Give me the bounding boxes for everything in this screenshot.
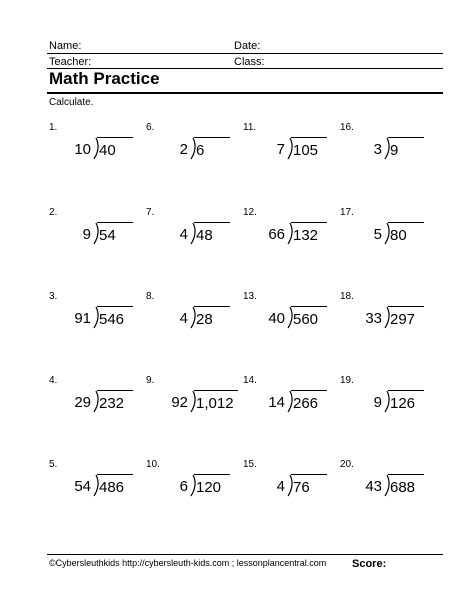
score-label: Score: bbox=[352, 558, 387, 570]
problem-number: 2. bbox=[49, 207, 58, 218]
class-label: Class: bbox=[234, 56, 265, 68]
date-label: Date: bbox=[234, 40, 261, 52]
problem-15 bbox=[241, 459, 331, 519]
problem-8 bbox=[144, 291, 234, 351]
divisor: 43 bbox=[365, 478, 382, 495]
divisor: 33 bbox=[365, 310, 382, 327]
problem-number: 6. bbox=[146, 122, 155, 133]
problem-2 bbox=[47, 207, 137, 267]
dividend: 6 bbox=[194, 137, 230, 159]
problem-number: 12. bbox=[243, 207, 257, 218]
divisor: 29 bbox=[74, 394, 91, 411]
divisor: 9 bbox=[82, 226, 91, 243]
teacher-label: Teacher: bbox=[49, 56, 92, 68]
problem-9 bbox=[144, 375, 234, 435]
dividend: 132 bbox=[291, 222, 327, 244]
dividend: 120 bbox=[194, 474, 230, 496]
problem-number: 1. bbox=[49, 122, 58, 133]
page-title: Math Practice bbox=[49, 69, 160, 88]
dividend: 54 bbox=[97, 222, 133, 244]
problem-19 bbox=[338, 375, 428, 435]
problem-14 bbox=[241, 375, 331, 435]
instructions: Calculate. bbox=[49, 97, 94, 108]
divisor: 4 bbox=[276, 478, 285, 495]
divisor: 9 bbox=[373, 394, 382, 411]
name-date-line bbox=[47, 53, 443, 54]
problem-1 bbox=[47, 122, 137, 182]
divisor: 66 bbox=[268, 226, 285, 243]
divisor: 14 bbox=[268, 394, 285, 411]
problem-10 bbox=[144, 459, 234, 519]
problem-16 bbox=[338, 122, 428, 182]
dividend: 1,012 bbox=[194, 390, 238, 412]
dividend: 546 bbox=[97, 306, 133, 328]
problem-number: 5. bbox=[49, 459, 58, 470]
dividend: 76 bbox=[291, 474, 327, 496]
problem-18 bbox=[338, 291, 428, 351]
problem-number: 19. bbox=[340, 375, 354, 386]
dividend: 40 bbox=[97, 137, 133, 159]
problem-number: 8. bbox=[146, 291, 155, 302]
divisor: 7 bbox=[276, 141, 285, 158]
footer-credit: ©Cybersleuthkids http://cybersleuth-kids.com ; lessonplancentral.com bbox=[49, 558, 327, 568]
divisor: 4 bbox=[179, 226, 188, 243]
dividend: 266 bbox=[291, 390, 327, 412]
problem-number: 18. bbox=[340, 291, 354, 302]
problem-3 bbox=[47, 291, 137, 351]
problem-number: 16. bbox=[340, 122, 354, 133]
divisor: 5 bbox=[373, 226, 382, 243]
problem-7 bbox=[144, 207, 234, 267]
divisor: 3 bbox=[373, 141, 382, 158]
dividend: 105 bbox=[291, 137, 327, 159]
dividend: 560 bbox=[291, 306, 327, 328]
problem-number: 3. bbox=[49, 291, 58, 302]
divisor: 4 bbox=[179, 310, 188, 327]
problem-4 bbox=[47, 375, 137, 435]
dividend: 486 bbox=[97, 474, 133, 496]
divisor: 54 bbox=[74, 478, 91, 495]
title-underline bbox=[47, 92, 443, 94]
problem-number: 4. bbox=[49, 375, 58, 386]
problem-number: 9. bbox=[146, 375, 155, 386]
problem-number: 20. bbox=[340, 459, 354, 470]
divisor: 92 bbox=[171, 394, 188, 411]
problem-12 bbox=[241, 207, 331, 267]
dividend: 28 bbox=[194, 306, 230, 328]
problem-17 bbox=[338, 207, 428, 267]
footer-line bbox=[47, 554, 443, 555]
problem-13 bbox=[241, 291, 331, 351]
problem-20 bbox=[338, 459, 428, 519]
dividend: 9 bbox=[388, 137, 424, 159]
divisor: 40 bbox=[268, 310, 285, 327]
problem-number: 7. bbox=[146, 207, 155, 218]
divisor: 2 bbox=[179, 141, 188, 158]
dividend: 126 bbox=[388, 390, 424, 412]
problem-number: 17. bbox=[340, 207, 354, 218]
problem-number: 15. bbox=[243, 459, 257, 470]
divisor: 91 bbox=[74, 310, 91, 327]
problem-number: 11. bbox=[243, 122, 257, 133]
problem-11 bbox=[241, 122, 331, 182]
dividend: 232 bbox=[97, 390, 133, 412]
problem-number: 13. bbox=[243, 291, 257, 302]
dividend: 688 bbox=[388, 474, 424, 496]
problem-number: 10. bbox=[146, 459, 160, 470]
name-label: Name: bbox=[49, 40, 82, 52]
dividend: 48 bbox=[194, 222, 230, 244]
dividend: 80 bbox=[388, 222, 424, 244]
problem-number: 14. bbox=[243, 375, 257, 386]
problem-6 bbox=[144, 122, 234, 182]
problem-5 bbox=[47, 459, 137, 519]
divisor: 10 bbox=[74, 141, 91, 158]
dividend: 297 bbox=[388, 306, 424, 328]
divisor: 6 bbox=[179, 478, 188, 495]
